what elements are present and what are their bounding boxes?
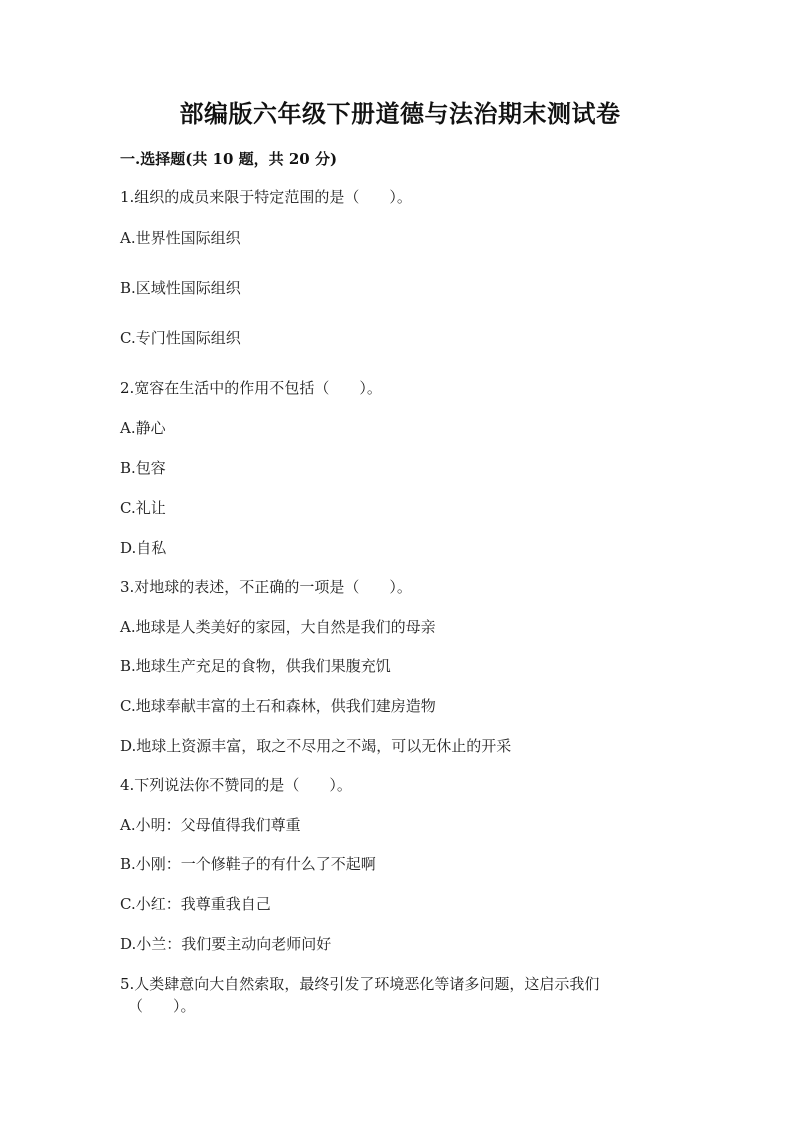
question-3-option-b: B.地球生产充足的食物，供我们果腹充饥 (120, 657, 391, 675)
question-3-option-a: A.地球是人类美好的家园，大自然是我们的母亲 (120, 618, 436, 636)
question-3-stem: 3.对地球的表述，不正确的一项是（ ）。 (120, 578, 412, 596)
question-1-stem: 1.组织的成员来限于特定范围的是（ ）。 (120, 188, 412, 206)
question-2-option-c: C.礼让 (120, 499, 166, 517)
question-4-option-a: A.小明：父母值得我们尊重 (120, 816, 301, 834)
section-heading: 一.选择题(共 10 题，共 20 分) (120, 150, 338, 168)
page-title: 部编版六年级下册道德与法治期末测试卷 (179, 99, 621, 128)
question-4-option-d: D.小兰：我们要主动向老师问好 (120, 935, 332, 953)
question-1-option-a: A.世界性国际组织 (120, 229, 241, 247)
question-2-stem: 2.宽容在生活中的作用不包括（ ）。 (120, 379, 382, 397)
question-3-option-c: C.地球奉献丰富的土石和森林，供我们建房造物 (120, 697, 436, 715)
question-4-option-b: B.小刚：一个修鞋子的有什么了不起啊 (120, 855, 376, 873)
question-5-stem: 5.人类肆意向大自然索取，最终引发了环境恶化等诸多问题，这启示我们 (120, 975, 600, 993)
question-2-option-d: D.自私 (120, 539, 167, 557)
question-2-option-a: A.静心 (120, 419, 166, 437)
question-4-option-c: C.小红：我尊重我自己 (120, 895, 271, 913)
question-2-option-b: B.包容 (120, 459, 166, 477)
question-1-option-b: B.区域性国际组织 (120, 279, 241, 297)
question-3-option-d: D.地球上资源丰富，取之不尽用之不竭，可以无休止的开采 (120, 737, 512, 755)
question-5-stem-continuation: （ ）。 (128, 997, 196, 1015)
question-4-stem: 4.下列说法你不赞同的是（ ）。 (120, 776, 352, 794)
question-1-option-c: C.专门性国际组织 (120, 329, 241, 347)
